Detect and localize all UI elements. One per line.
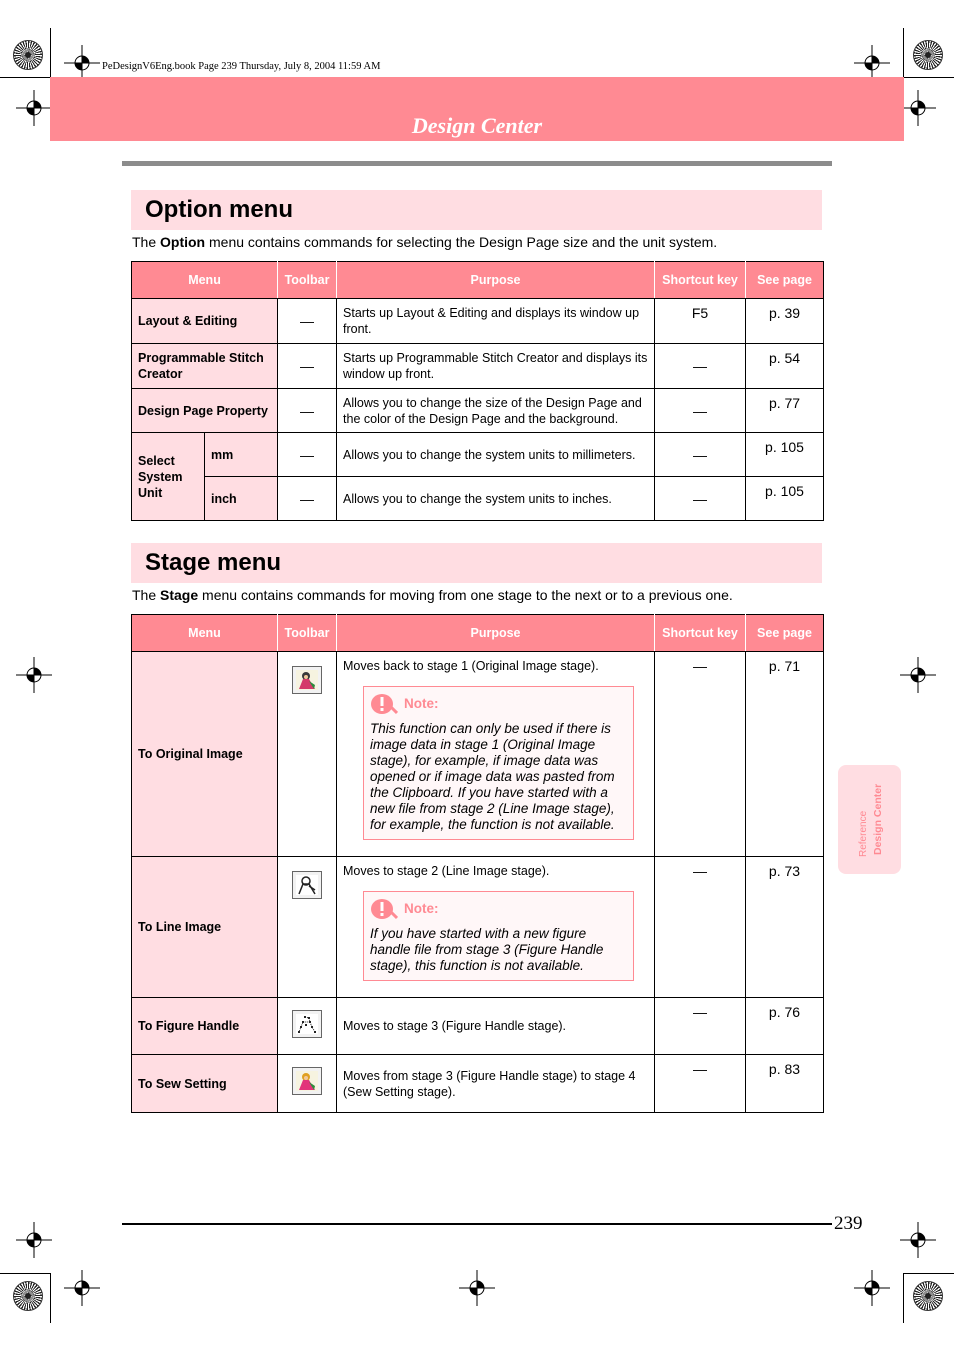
- intro-bold: Option: [160, 234, 206, 250]
- purpose-cell: Starts up Programmable Stitch Creator and displays its window up front.: [337, 344, 655, 389]
- note-icon: [370, 898, 398, 920]
- page-ref-cell: p. 105: [746, 433, 824, 477]
- page-ref-cell: p. 77: [746, 389, 824, 433]
- table-header-row: [132, 615, 824, 652]
- shortcut-cell: F5: [655, 299, 746, 344]
- book-info: PeDesignV6Eng.book Page 239 Thursday, July 8, 2004 11:59 AM: [102, 61, 381, 72]
- column-header: See page: [746, 262, 824, 299]
- submenu-cell: mm: [205, 433, 278, 477]
- crop-mark: [903, 1273, 904, 1323]
- column-header: Menu: [132, 262, 278, 299]
- table-row: [132, 1055, 824, 1113]
- stage-intro: [132, 587, 733, 603]
- column-header: Shortcut key: [655, 615, 746, 652]
- crosshair-mark: [900, 657, 936, 693]
- shortcut-cell: —: [655, 998, 746, 1055]
- option-table: [131, 261, 824, 521]
- toolbar-cell: [278, 998, 337, 1055]
- line-image-stage-icon: [292, 871, 322, 899]
- page-ref-cell: p. 54: [746, 344, 824, 389]
- column-header: Menu: [132, 615, 278, 652]
- bottom-rule: [122, 1223, 832, 1225]
- crosshair-mark: [854, 1270, 890, 1306]
- table-row: [132, 299, 824, 344]
- page-ref-cell: p. 76: [746, 998, 824, 1055]
- menu-cell: Design Page Property: [132, 389, 278, 433]
- note-box: [363, 891, 634, 981]
- shortcut-cell: —: [655, 433, 746, 477]
- original-image-stage-icon: [292, 666, 322, 694]
- crop-mark: [904, 77, 954, 78]
- menu-cell: Programmable Stitch Creator: [132, 344, 278, 389]
- column-header: Toolbar: [278, 615, 337, 652]
- table-row: [132, 477, 824, 521]
- page-ref-cell: p. 39: [746, 299, 824, 344]
- page-ref-cell: p. 83: [746, 1055, 824, 1113]
- crop-mark: [0, 77, 50, 78]
- crop-mark: [50, 1273, 51, 1323]
- option-section-header: [131, 190, 822, 230]
- header-title: Design Center: [411, 113, 543, 138]
- submenu-cell: inch: [205, 477, 278, 521]
- menu-group-cell: Select System Unit: [132, 433, 205, 521]
- shortcut-cell: —: [655, 652, 746, 857]
- table-row: [132, 344, 824, 389]
- purpose-cell: Moves from stage 3 (Figure Handle stage) to stage 4 (Sew Setting stage).: [337, 1055, 655, 1113]
- table-row: [132, 389, 824, 433]
- shortcut-cell: —: [655, 1055, 746, 1113]
- toolbar-cell: [278, 857, 337, 998]
- table-row: [132, 433, 824, 477]
- purpose-cell: [337, 857, 655, 998]
- shortcut-cell: —: [655, 857, 746, 998]
- note-label: Note:: [404, 901, 439, 916]
- menu-cell: To Figure Handle: [132, 998, 278, 1055]
- purpose-text: Moves to stage 2 (Line Image stage).: [343, 864, 550, 878]
- menu-cell: To Sew Setting: [132, 1055, 278, 1113]
- intro-bold: Stage: [160, 587, 199, 603]
- intro-text: menu contains commands for moving from one stage to the next or to a previous one.: [198, 587, 733, 603]
- crosshair-mark: [854, 45, 890, 81]
- toolbar-cell: [278, 652, 337, 857]
- note-icon: [370, 693, 398, 715]
- crosshair-mark: [64, 1270, 100, 1306]
- column-header: Shortcut key: [655, 262, 746, 299]
- toolbar-cell: —: [278, 344, 337, 389]
- side-tab-reference: Reference: [858, 810, 869, 857]
- toolbar-cell: —: [278, 477, 337, 521]
- note-label: Note:: [404, 696, 439, 711]
- crosshair-mark: [16, 90, 52, 126]
- table-row: [132, 998, 824, 1055]
- stage-section-header: [131, 543, 822, 583]
- section-title: Stage menu: [145, 549, 282, 576]
- toolbar-cell: [278, 1055, 337, 1113]
- purpose-cell: Moves to stage 3 (Figure Handle stage).: [337, 998, 655, 1055]
- color-wheel-mark: [913, 1281, 943, 1311]
- column-header: Purpose: [337, 262, 655, 299]
- crosshair-mark: [16, 1222, 52, 1258]
- page-number: 239: [834, 1213, 863, 1234]
- purpose-cell: Allows you to change the size of the Design Page and the color of the Design Page and the background.: [337, 389, 655, 433]
- crosshair-mark: [64, 45, 100, 81]
- page-ref-cell: p. 71: [746, 652, 824, 857]
- note-header: [370, 693, 627, 715]
- section-title: Option menu: [145, 196, 293, 223]
- column-header: Toolbar: [278, 262, 337, 299]
- purpose-cell: Allows you to change the system units to inches.: [337, 477, 655, 521]
- menu-cell: Layout & Editing: [132, 299, 278, 344]
- purpose-cell: Allows you to change the system units to millimeters.: [337, 433, 655, 477]
- menu-cell: To Original Image: [132, 652, 278, 857]
- crop-mark: [50, 28, 51, 78]
- table-row: [132, 652, 824, 857]
- color-wheel-mark: [13, 40, 43, 70]
- note-text: This function can only be used if there is image data in stage 1 (Original Image stage), for example, if image data was opened or if image data was pasted from the Clipboard. If you have started with a new file from stage 2 (Line Image stage), for example, the function is not available.: [370, 721, 615, 832]
- shortcut-cell: —: [655, 344, 746, 389]
- page-ref-cell: p. 105: [746, 477, 824, 521]
- menu-cell: To Line Image: [132, 857, 278, 998]
- side-tab-chapter: Design Center: [872, 783, 884, 855]
- purpose-cell: Starts up Layout & Editing and displays its window up front.: [337, 299, 655, 344]
- crosshair-mark: [16, 657, 52, 693]
- crop-mark: [903, 28, 904, 78]
- column-header: Purpose: [337, 615, 655, 652]
- side-tab: [838, 765, 901, 874]
- color-wheel-mark: [13, 1281, 43, 1311]
- crosshair-mark: [900, 1222, 936, 1258]
- intro-text: The: [132, 587, 161, 603]
- crosshair-mark: [459, 1270, 495, 1306]
- toolbar-cell: —: [278, 433, 337, 477]
- toolbar-cell: —: [278, 299, 337, 344]
- stage-table: [131, 614, 824, 1113]
- crop-mark: [904, 1273, 954, 1274]
- note-box: [363, 686, 634, 840]
- shortcut-cell: —: [655, 477, 746, 521]
- intro-text: menu contains commands for selecting the Design Page size and the unit system.: [205, 234, 718, 250]
- sew-setting-stage-icon: [292, 1067, 322, 1095]
- table-header-row: [132, 262, 824, 299]
- table-row: [132, 857, 824, 998]
- shortcut-cell: —: [655, 389, 746, 433]
- color-wheel-mark: [913, 40, 943, 70]
- header-band: [50, 77, 904, 141]
- intro-text: The: [132, 234, 161, 250]
- top-rule: [122, 161, 832, 166]
- crop-mark: [0, 1273, 50, 1274]
- page-ref-cell: p. 73: [746, 857, 824, 998]
- option-intro: [132, 234, 717, 250]
- note-text: If you have started with a new figure handle file from stage 3 (Figure Handle stage), this function is not available.: [370, 926, 604, 973]
- figure-handle-stage-icon: [292, 1010, 322, 1038]
- crosshair-mark: [900, 90, 936, 126]
- purpose-cell: [337, 652, 655, 857]
- column-header: See page: [746, 615, 824, 652]
- purpose-text: Moves back to stage 1 (Original Image stage).: [343, 659, 599, 673]
- note-header: [370, 898, 627, 920]
- toolbar-cell: —: [278, 389, 337, 433]
